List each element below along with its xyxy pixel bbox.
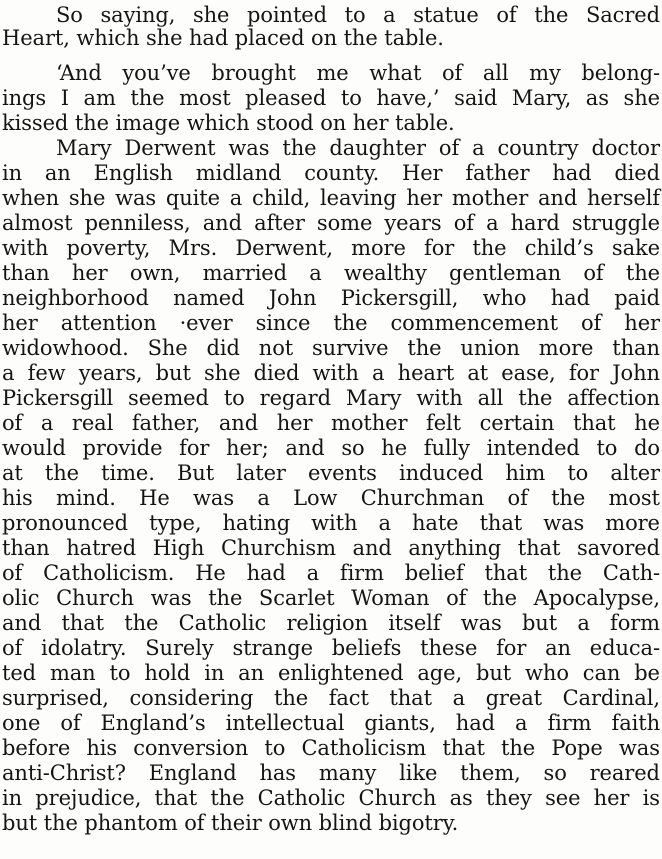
text-line: his mind. He was a Low Churchman of the most — [2, 486, 660, 510]
text-line: widowhood. She did not survive the union more than — [2, 336, 660, 360]
text-line: a few years, but she died with a heart at ease, for John — [2, 361, 660, 385]
text-line: Heart, which she had placed on the table. — [2, 26, 444, 50]
text-line: surprised, considering the fact that a great Cardinal, — [2, 686, 660, 710]
text-line: almost penniless, and after some years of a hard struggle — [2, 211, 660, 235]
text-line: and that the Catholic religion itself was but a form — [2, 611, 660, 635]
text-line: with poverty, Mrs. Derwent, more for the child’s sake — [2, 236, 660, 260]
text-line: in prejudice, that the Catholic Church as they see her is — [2, 786, 660, 810]
text-line: than hatred High Churchism and anything that savored — [2, 536, 660, 560]
text-line: ted man to hold in an enlightened age, but who can be — [2, 661, 660, 685]
text-line: of idolatry. Surely strange beliefs these for an educa- — [2, 636, 660, 660]
text-line: when she was quite a child, leaving her mother and herself — [2, 186, 660, 210]
text-line: but the phantom of their own blind bigotry. — [2, 811, 459, 835]
text-line: olic Church was the Scarlet Woman of the Apocalypse, — [2, 586, 660, 610]
text-line: of Catholicism. He had a firm belief that the Cath- — [2, 561, 660, 585]
text-line: Pickersgill seemed to regard Mary with all the affection — [2, 386, 660, 410]
text-line: at the time. But later events induced him to alter — [2, 461, 660, 485]
text-line: kissed the image which stood on her table. — [2, 111, 455, 135]
text-line: pronounced type, hating with a hate that was more — [2, 511, 660, 535]
text-line: ‘And you’ve brought me what of all my belong- — [56, 61, 660, 85]
text-line: her attention ·ever since the commencement of her — [2, 311, 660, 335]
text-line: would provide for her; and so he fully intended to do — [2, 436, 660, 460]
text-line: ings I am the most pleased to have,’ said Mary, as she — [2, 86, 660, 110]
text-line: neighborhood named John Pickersgill, who had paid — [2, 286, 660, 310]
text-line: before his conversion to Catholicism that the Pope was — [2, 736, 660, 760]
text-line: in an English midland county. Her father had died — [2, 161, 660, 185]
text-line: of a real father, and her mother felt certain that he — [2, 411, 660, 435]
text-line: So saying, she pointed to a statue of the Sacred — [56, 3, 660, 27]
text-line: Mary Derwent was the daughter of a country doctor — [56, 136, 660, 160]
text-line: anti-Christ? England has many like them, so reared — [2, 761, 660, 785]
text-line: than her own, married a wealthy gentleman of the — [2, 261, 660, 285]
text-line: one of England’s intellectual giants, had a firm faith — [2, 711, 660, 735]
